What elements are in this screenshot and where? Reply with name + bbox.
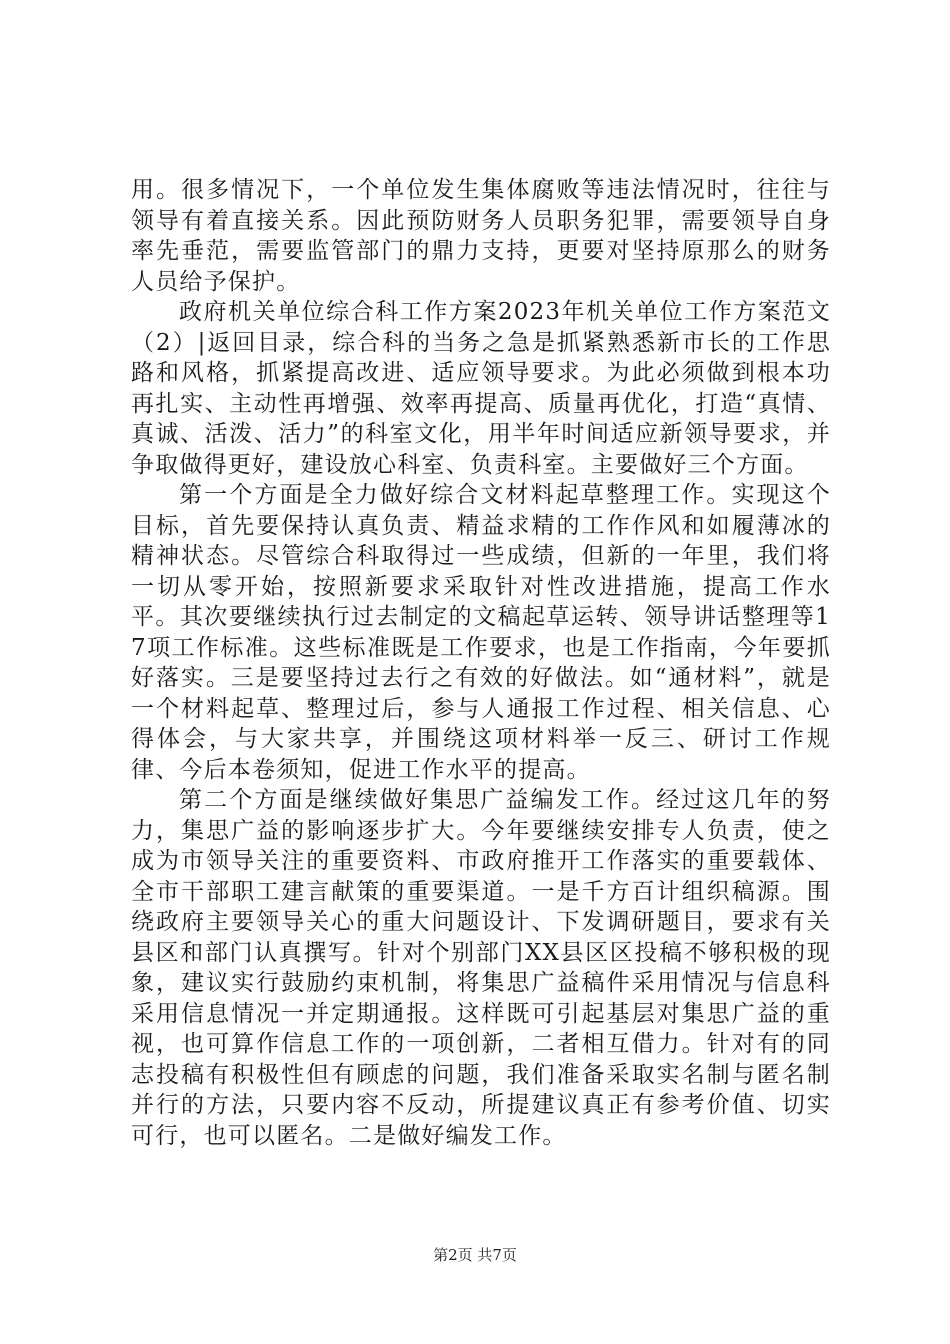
page-number-footer: 第2页 共7页	[433, 1246, 517, 1264]
paragraph-3: 第一个方面是全力做好综合文材料起草整理工作。实现这个目标，首先要保持认真负责、精益求精的工作作风和如履薄冰的精神状态。尽管综合科取得过一些成绩，但新的一年里，我们将一切从零开始，按照新要求采取针对性改进措施，提高工作水平。其次要继续执行过去制定的文稿起草运转、领导讲话整理等17项工作标准。这些标准既是工作要求，也是工作指南，今年要抓好落实。三是要坚持过去行之有效的好做法。如“通材料”，就是一个材料起草、整理过后，参与人通报工作过程、相关信息、心得体会，与大家共享，并围绕这项材料举一反三、研讨工作规律、今后本卷须知，促进工作水平的提高。	[131, 482, 831, 783]
paragraph-2: 政府机关单位综合科工作方案2023年机关单位工作方案范文（2）|返回目录，综合科的当务之急是抓紧熟悉新市长的工作思路和风格，抓紧提高改进、适应领导要求。为此必须做到根本功再扎实、主动性再增强、效率再提高、质量再优化，打造“真情、真诚、活泼、活力”的科室文化，用半年时间适应新领导要求，并争取做得更好，建设放心科室、负责科室。主要做好三个方面。	[131, 299, 831, 478]
paragraph-1: 用。很多情况下，一个单位发生集体腐败等违法情况时，往往与领导有着直接关系。因此预防财务人员职务犯罪，需要领导自身率先垂范，需要监管部门的鼎力支持，更要对坚持原那么的财务人员给予保护。	[131, 177, 831, 295]
paragraph-4: 第二个方面是继续做好集思广益编发工作。经过这几年的努力，集思广益的影响逐步扩大。今年要继续安排专人负责，使之成为市领导关注的重要资料、市政府推开工作落实的重要载体、全市干部职工建言献策的重要渠道。一是千方百计组织稿源。围绕政府主要领导关心的重大问题设计、下发调研题目，要求有关县区和部门认真撰写。针对个别部门XX县区区投稿不够积极的现象，建议实行鼓励约束机制，将集思广益稿件采用情况与信息科采用信息情况一并定期通报。这样既可引起基层对集思广益的重视，也可算作信息工作的一项创新，二者相互借力。针对有的同志投稿有积极性但有顾虑的问题，我们准备采取实名制与匿名制并行的方法，只要内容不反动，所提建议真正有参考价值、切实可行，也可以匿名。二是做好编发工作。	[131, 787, 831, 1149]
document-body	[131, 175, 831, 1151]
